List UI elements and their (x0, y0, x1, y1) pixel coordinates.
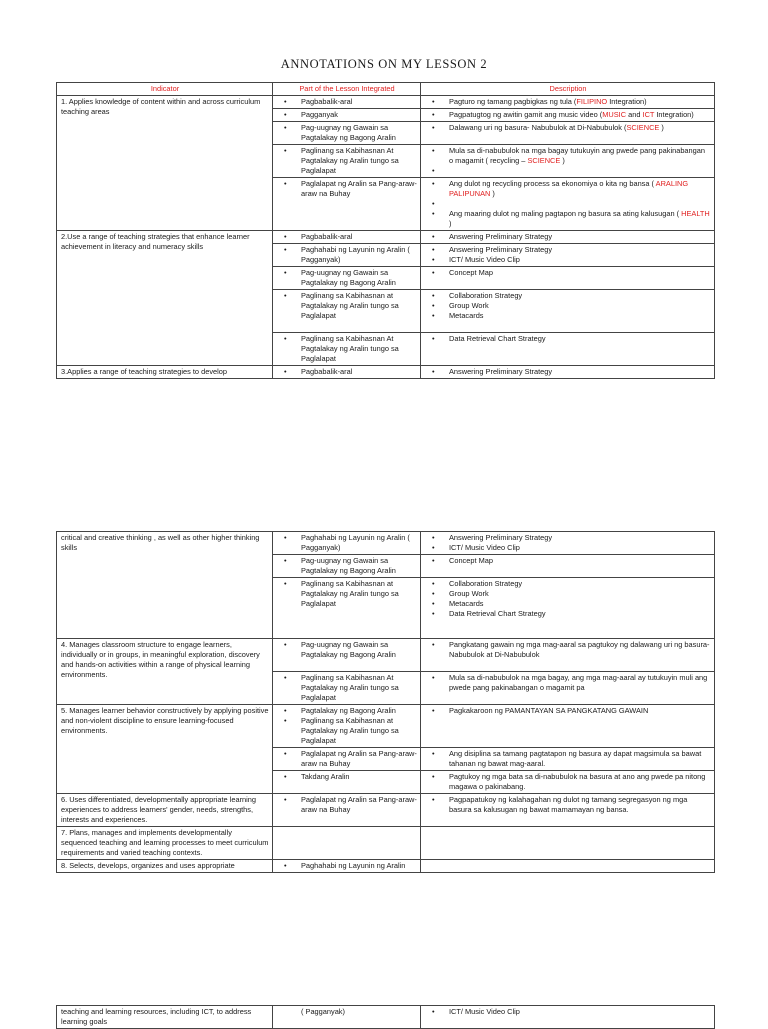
table-row (57, 231, 715, 244)
part-cell (273, 532, 421, 555)
description-cell (421, 96, 715, 109)
part-cell (273, 366, 421, 379)
description-cell (421, 705, 715, 748)
description-cell (421, 578, 715, 639)
part-cell (273, 860, 421, 873)
list-item: • Collaboration Strategy (425, 291, 711, 301)
list-item: • Pagbabalik-aral (277, 367, 417, 377)
description-cell (421, 145, 715, 178)
indicator-cell: teaching and learning resources, including ICT, to address learning goals (57, 1006, 273, 1029)
list-item: • Paglalapat ng Aralin sa Pang-araw-araw na Buhay (277, 749, 417, 769)
list-item: • Paglinang sa Kabihasnan at Pagtalakay ng Aralin tungo sa Paglalapat (277, 716, 417, 746)
list-item: • Pagbabalik-aral (277, 97, 417, 107)
list-item: • ICT/ Music Video Clip (425, 1007, 711, 1017)
list-item: • Metacards (425, 599, 711, 609)
table-row (57, 705, 715, 748)
list-item: • Pagpatugtog ng awitin gamit ang music video (MUSIC and ICT Integration) (425, 110, 711, 120)
list-item: • Answering Preliminary Strategy (425, 232, 711, 242)
part-cell (273, 231, 421, 244)
table-row (57, 1006, 715, 1029)
list-item: • Pag-uugnay ng Gawain sa Pagtalakay ng Bagong Aralin (277, 123, 417, 143)
list-item: • Collaboration Strategy (425, 579, 711, 589)
list-item: • Concept Map (425, 268, 711, 278)
list-item: • Paglalapat ng Aralin sa Pang-araw-araw na Buhay (277, 795, 417, 815)
indicator-cell: 3.Applies a range of teaching strategies to develop (57, 366, 273, 379)
list-item: • Group Work (425, 301, 711, 311)
list-item: • Group Work (425, 589, 711, 599)
list-item: • Pagganyak (277, 110, 417, 120)
list-item: • Takdang Aralin (277, 772, 417, 782)
description-cell (421, 748, 715, 771)
list-item: • Pagkakaroon ng PAMANTAYAN SA PANGKATANG GAWAIN (425, 706, 711, 716)
annotations-table-part-2 (56, 531, 715, 873)
description-cell (421, 122, 715, 145)
indicator-cell: 4. Manages classroom structure to engage learners, individually or in groups, in meaningful exploration, discovery and hands-on activities within a range of physical learning environments. (57, 639, 273, 705)
list-item: • Ang maaring dulot ng maling pagtapon ng basura sa ating kalusugan ( HEALTH ) (425, 209, 711, 229)
list-item: • Metacards (425, 311, 711, 321)
list-item: • Paglalapat ng Aralin sa Pang-araw-araw na Buhay (277, 179, 417, 199)
description-cell (421, 794, 715, 827)
part-cell (273, 555, 421, 578)
part-cell (273, 705, 421, 748)
list-item: • Paghahabi ng Layunin ng Aralin ( Pagganyak) (277, 533, 417, 553)
description-cell (421, 366, 715, 379)
list-item: • Ang dulot ng recycling process sa ekonomiya o kita ng bansa ( ARALING PALIPUNAN ) (425, 179, 711, 199)
description-cell (421, 244, 715, 267)
part-cell (273, 748, 421, 771)
part-cell (273, 244, 421, 267)
description-cell (421, 860, 715, 873)
list-item: • ICT/ Music Video Clip (425, 543, 711, 553)
part-cell (273, 672, 421, 705)
list-item: • Paglinang sa Kabihasnan at Pagtalakay ng Aralin tungo sa Paglalapat (277, 291, 417, 321)
indicator-cell: critical and creative thinking , as well as other higher thinking skills (57, 532, 273, 639)
table-row (57, 860, 715, 873)
table-row (57, 96, 715, 109)
description-cell (421, 672, 715, 705)
part-cell (273, 122, 421, 145)
part-cell (273, 639, 421, 672)
part-cell (273, 578, 421, 639)
table-row (57, 366, 715, 379)
part-cell (273, 827, 421, 860)
part-cell (273, 109, 421, 122)
list-item: • Pagtukoy ng mga bata sa di-nabubulok na basura at ano ang pwede pa nitong magawa o pakinabang. (425, 772, 711, 792)
description-cell (421, 178, 715, 231)
table-header-row (57, 83, 715, 96)
header-indicator: Indicator (57, 83, 273, 96)
part-cell (273, 145, 421, 178)
list-item: • Concept Map (425, 556, 711, 566)
list-item: • ICT/ Music Video Clip (425, 255, 711, 265)
list-item: • Pagturo ng tamang pagbigkas ng tula (FILIPINO Integration) (425, 97, 711, 107)
list-item: • Pag-uugnay ng Gawain sa Pagtalakay ng Bagong Aralin (277, 556, 417, 576)
part-cell (273, 96, 421, 109)
list-item: • Ang disiplina sa tamang pagtatapon ng basura ay dapat magsimula sa bawat tahanan ng bawat mag-aaral. (425, 749, 711, 769)
indicator-cell: 2.Use a range of teaching strategies that enhance learner achievement in literacy and numeracy skills (57, 231, 273, 366)
list-item: • Answering Preliminary Strategy (425, 245, 711, 255)
annotations-table-part-3 (56, 1005, 715, 1029)
list-item: • Pag-uugnay ng Gawain sa Pagtalakay ng Bagong Aralin (277, 268, 417, 288)
description-cell (421, 1006, 715, 1029)
description-cell (421, 827, 715, 860)
list-item: • Dalawang uri ng basura- Nabubulok at Di-Nabubulok (SCIENCE ) (425, 123, 711, 133)
description-cell (421, 771, 715, 794)
table-row (57, 794, 715, 827)
table-row (57, 827, 715, 860)
table-row (57, 639, 715, 672)
indicator-cell: 5. Manages learner behavior constructively by applying positive and non-violent discipline to ensure learning-focused environments. (57, 705, 273, 794)
indicator-cell: 7. Plans, manages and implements developmentally sequenced teaching and learning processes to meet curriculum requirements and varied teaching contexts. (57, 827, 273, 860)
indicator-cell: 1. Applies knowledge of content within and across curriculum teaching areas (57, 96, 273, 231)
list-item: • Answering Preliminary Strategy (425, 367, 711, 377)
header-part: Part of the Lesson Integrated (273, 83, 421, 96)
part-cell (273, 771, 421, 794)
header-description: Description (421, 83, 715, 96)
page-title: ANNOTATIONS ON MY LESSON 2 (280, 57, 488, 71)
list-item: • Data Retrieval Chart Strategy (425, 609, 711, 619)
list-item: • Paglinang sa Kabihasnan at Pagtalakay ng Aralin tungo sa Paglalapat (277, 579, 417, 609)
indicator-cell: 8. Selects, develops, organizes and uses appropriate (57, 860, 273, 873)
list-item: • Pag-uugnay ng Gawain sa Pagtalakay ng Bagong Aralin (277, 640, 417, 660)
description-cell (421, 109, 715, 122)
list-item: • Mula sa di-nabubulok na mga bagay tutukuyin ang pwede pang pakinabangan o magamit ( recycling – SCIENCE ) (425, 146, 711, 166)
indicator-cell: 6. Uses differentiated, developmentally appropriate learning experiences to address learners' gender, needs, strengths, interests and experiences. (57, 794, 273, 827)
description-cell (421, 639, 715, 672)
table-row (57, 532, 715, 555)
list-item: • Paglinang sa Kabihasnan At Pagtalakay ng Aralin tungo sa Paglalapat (277, 673, 417, 703)
description-cell (421, 555, 715, 578)
part-cell (273, 794, 421, 827)
part-cell (273, 333, 421, 366)
description-cell (421, 333, 715, 366)
list-item: • Pagpapatukoy ng kalahagahan ng dulot ng tamang segregasyon ng mga basura sa kalusugan ng bawat mamamayan ng bansa. (425, 795, 711, 815)
description-cell (421, 532, 715, 555)
part-cell (273, 1006, 421, 1029)
list-spacer (425, 199, 711, 209)
list-item: • Paglinang sa Kabihasnan At Pagtalakay ng Aralin tungo sa Paglalapat (277, 146, 417, 176)
description-cell (421, 267, 715, 290)
list-item: • Answering Preliminary Strategy (425, 533, 711, 543)
list-item: • Paglinang sa Kabihasnan At Pagtalakay ng Aralin tungo sa Paglalapat (277, 334, 417, 364)
list-item: • Pagtalakay ng Bagong Aralin (277, 706, 417, 716)
list-item: • Pangkatang gawain ng mga mag-aaral sa pagtukoy ng dalawang uri ng basura- Nabubulok at Di-Nabubulok (425, 640, 711, 660)
annotations-table-part-1 (56, 82, 715, 379)
part-cell (273, 267, 421, 290)
part-cell (273, 178, 421, 231)
list-item: • Data Retrieval Chart Strategy (425, 334, 711, 344)
list-item: • Paghahabi ng Layunin ng Aralin (277, 861, 417, 871)
part-cell (273, 290, 421, 333)
list-item: ( Pagganyak) (301, 1007, 345, 1016)
description-cell (421, 290, 715, 333)
list-item: • Mula sa di-nabubulok na mga bagay, ang mga mag-aaral ay tutukuyin muli ang pwede pang pakinabangan o magamit pa (425, 673, 711, 693)
list-item: • Pagbabalik-aral (277, 232, 417, 242)
list-item: • Paghahabi ng Layunin ng Aralin ( Pagganyak) (277, 245, 417, 265)
description-cell (421, 231, 715, 244)
